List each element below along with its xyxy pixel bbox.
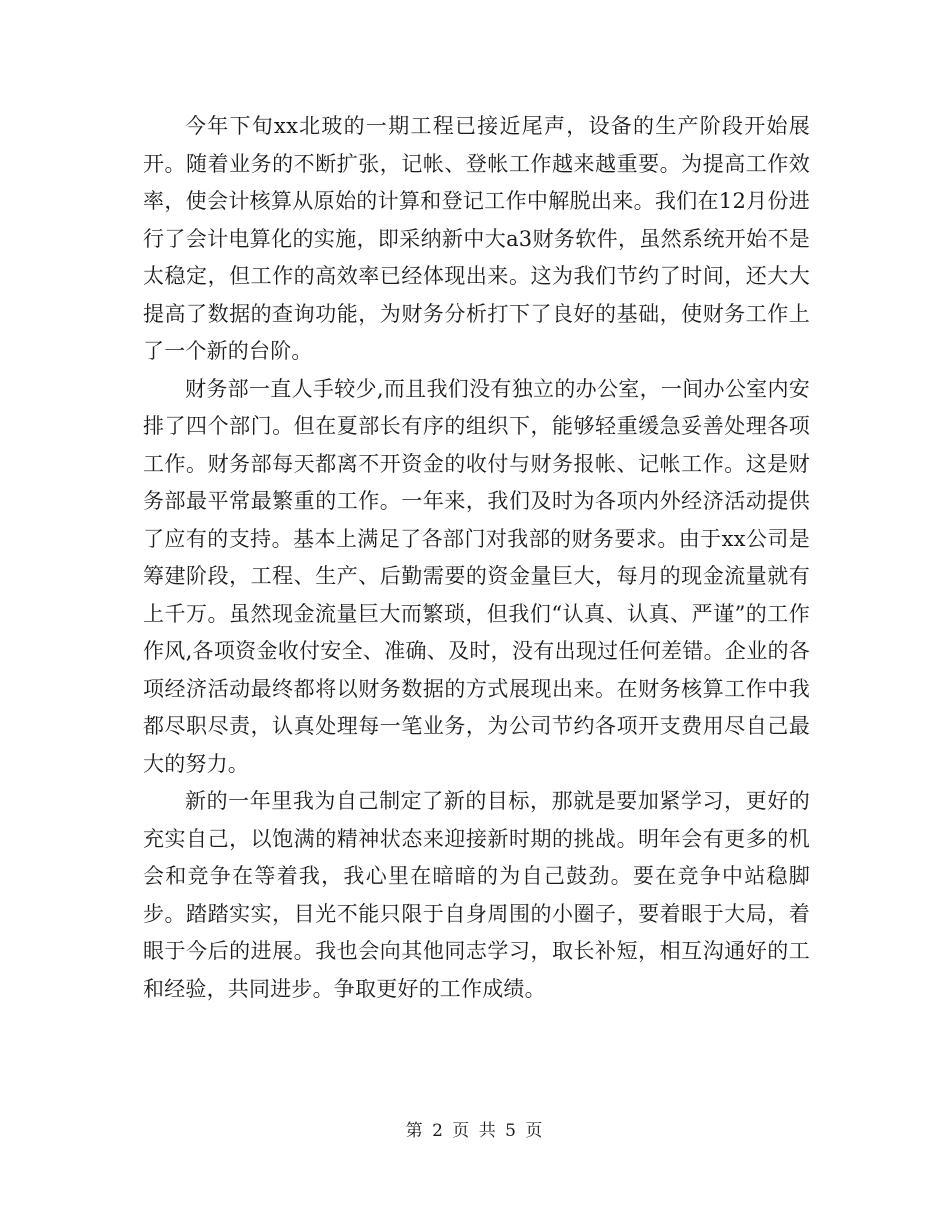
paragraph-2: 财务部一直人手较少,而且我们没有独立的办公室，一间办公室内安排了四个部门。但在夏部长有序的组织下，能够轻重缓急妥善处理各项工作。财务部每天都离不开资金的收付与财务报帐、记帐工作。这是财务部最平常最繁重的工作。一年来，我们及时为各项内外经济活动提供了应有的支持。基本上满足了各部门对我部的财务要求。由于xx公司是筹建阶段，工程、生产、后勤需要的资金量巨大，每月的现金流量就有上千万。虽然现金流量巨大而繁琐，但我们“认真、认真、严谨”的工作作风,各项资金收付安全、准确、及时，没有出现过任何差错。企业的各项经济活动最终都将以财务数据的方式展现出来。在财务核算工作中我都尽职尽责，认真处理每一笔业务，为公司节约各项开支费用尽自己最大的努力。 xyxy=(143,376,810,776)
document-body xyxy=(143,108,810,1008)
paragraph-3: 新的一年里我为自己制定了新的目标，那就是要加紧学习，更好的充实自己，以饱满的精神状态来迎接新时期的挑战。明年会有更多的机会和竞争在等着我，我心里在暗暗的为自己鼓劲。要在竞争中站稳脚步。踏踏实实，目光不能只限于自身周围的小圈子，要着眼于大局，着眼于今后的进展。我也会向其他同志学习，取长补短，相互沟通好的工和经验，共同进步。争取更好的工作成绩。 xyxy=(143,789,810,1001)
page-number-label: 第 2 页 共 5 页 xyxy=(405,1121,545,1141)
paragraph-1: 今年下旬xx北玻的一期工程已接近尾声，设备的生产阶段开始展开。随着业务的不断扩张，记帐、登帐工作越来越重要。为提高工作效率，使会计核算从原始的计算和登记工作中解脱出来。我们在12月份进行了会计电算化的实施，即采纳新中大a3财务软件，虽然系统开始不是太稳定，但工作的高效率已经体现出来。这为我们节约了时间，还大大提高了数据的查询功能，为财务分析打下了良好的基础，使财务工作上了一个新的台阶。 xyxy=(143,114,810,363)
page-footer xyxy=(0,1116,950,1141)
